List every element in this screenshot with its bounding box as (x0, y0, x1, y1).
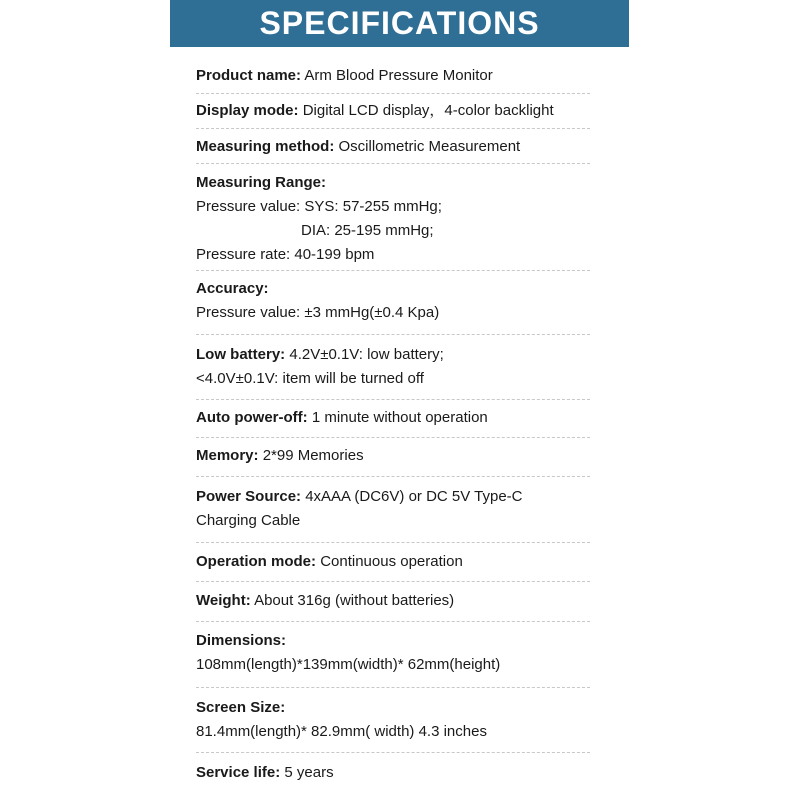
spec-value: 108mm(length)*139mm(width)* 62mm(height) (196, 656, 501, 673)
spec-label: Power Source: (196, 488, 302, 505)
spec-label: Service life: (196, 764, 281, 781)
spec-low-battery (196, 343, 590, 391)
spec-label: Low battery: (196, 346, 286, 363)
divider (196, 93, 590, 94)
spec-dimensions (196, 629, 590, 677)
spec-value: DIA: 25-195 mmHg; (301, 222, 434, 239)
spec-label: Display mode: (196, 102, 299, 119)
spec-power-source (196, 485, 590, 533)
spec-value: Charging Cable (196, 512, 301, 529)
spec-label: Product name: (196, 67, 302, 84)
divider (196, 437, 590, 438)
spec-memory (196, 444, 590, 468)
divider (196, 399, 590, 400)
spec-auto-power-off (196, 406, 590, 430)
spec-value: Pressure value: ±3 mmHg(±0.4 Kpa) (196, 304, 440, 321)
spec-value: Digital LCD display，4-color backlight (302, 102, 554, 119)
spec-product-name (196, 64, 590, 88)
divider (196, 687, 590, 688)
spec-display-mode (196, 99, 590, 123)
spec-value: 4.2V±0.1V: low battery; (289, 346, 444, 363)
divider (196, 334, 590, 335)
spec-value: 2*99 Memories (262, 447, 364, 464)
spec-label: Accuracy: (196, 280, 269, 297)
spec-label: Screen Size: (196, 699, 286, 716)
specifications-header (170, 0, 629, 47)
spec-label: Dimensions: (196, 632, 287, 649)
divider (196, 581, 590, 582)
header-title: SPECIFICATIONS (259, 5, 540, 41)
spec-value: Pressure rate: 40-199 bpm (196, 246, 375, 263)
divider (196, 542, 590, 543)
spec-measuring-method (196, 135, 590, 159)
divider (196, 270, 590, 271)
spec-value: 1 minute without operation (311, 409, 488, 426)
spec-label: Measuring Range: (196, 174, 327, 191)
divider (196, 476, 590, 477)
spec-label: Measuring method: (196, 138, 335, 155)
spec-value: Pressure value: SYS: 57-255 mmHg; (196, 198, 442, 215)
divider (196, 163, 590, 164)
spec-value: Arm Blood Pressure Monitor (304, 67, 493, 84)
spec-label: Weight: (196, 592, 251, 609)
spec-value: 81.4mm(length)* 82.9mm( width) 4.3 inches (196, 723, 487, 740)
spec-screen-size (196, 696, 590, 744)
spec-label: Memory: (196, 447, 259, 464)
divider (196, 752, 590, 753)
spec-weight (196, 589, 590, 613)
spec-value: Continuous operation (320, 553, 463, 570)
spec-value: Oscillometric Measurement (338, 138, 521, 155)
spec-label: Auto power-off: (196, 409, 308, 426)
spec-value: About 316g (without batteries) (254, 592, 455, 609)
spec-value: 5 years (284, 764, 334, 781)
spec-service-life (196, 761, 590, 785)
spec-label: Operation mode: (196, 553, 317, 570)
spec-accuracy (196, 277, 590, 325)
spec-value: 4xAAA (DC6V) or DC 5V Type-C (305, 488, 523, 505)
divider (196, 621, 590, 622)
spec-measuring-range (196, 171, 590, 267)
spec-value: <4.0V±0.1V: item will be turned off (196, 370, 424, 387)
divider (196, 128, 590, 129)
spec-operation-mode (196, 550, 590, 574)
